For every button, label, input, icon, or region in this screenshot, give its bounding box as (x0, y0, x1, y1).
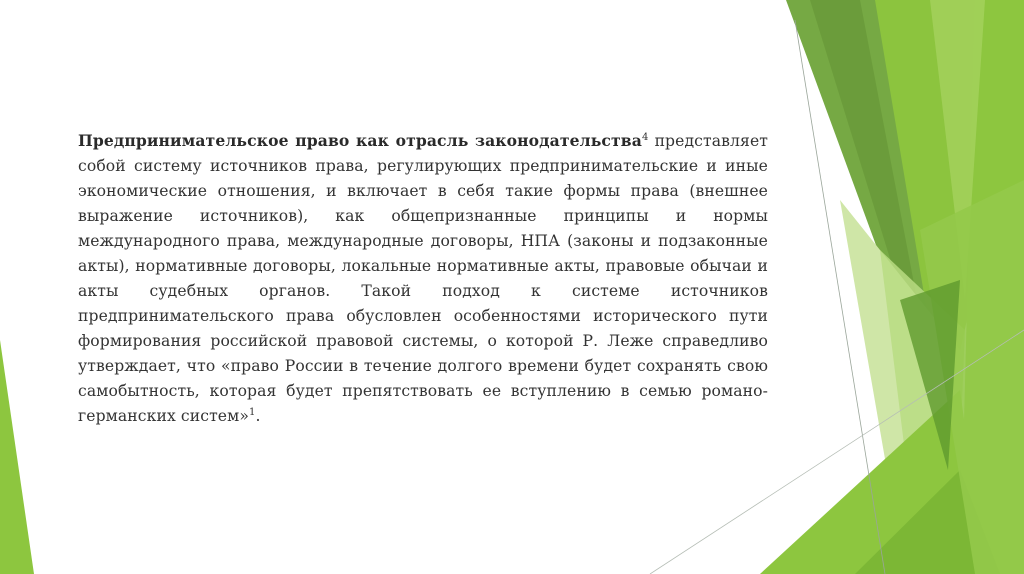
paragraph-text (78, 128, 768, 429)
document-paragraph (78, 128, 768, 429)
paragraph-lead: Предпринимательское право как отрасль законодательства (78, 131, 642, 150)
footnote-marker-4: 4 (641, 131, 649, 143)
paragraph-end-punct: . (255, 407, 261, 425)
paragraph-body: представляет собой систему источников права, регулирующих предпринимательские и иные экономические отношения, и включает в себя такие формы права (внешнее выражение источников), как общепризнанные принципы и нормы международного права, международные договоры, НПА (законы и подзаконные акты), нормативные договоры, локальные нормативные акты, правовые обычаи и акты судебных органов. Такой подход к системе источников предпринимательского права обусловлен особенностями исторического пути формирования российской правовой системы, о которой Р. Леже справедливо утверждает, что «право России в течение долгого времени будет сохранять свою самобытность, которая будет препятствовать ее вступлению в семью романо-германских систем» (78, 132, 769, 425)
footnote-marker-1: 1 (249, 406, 256, 418)
